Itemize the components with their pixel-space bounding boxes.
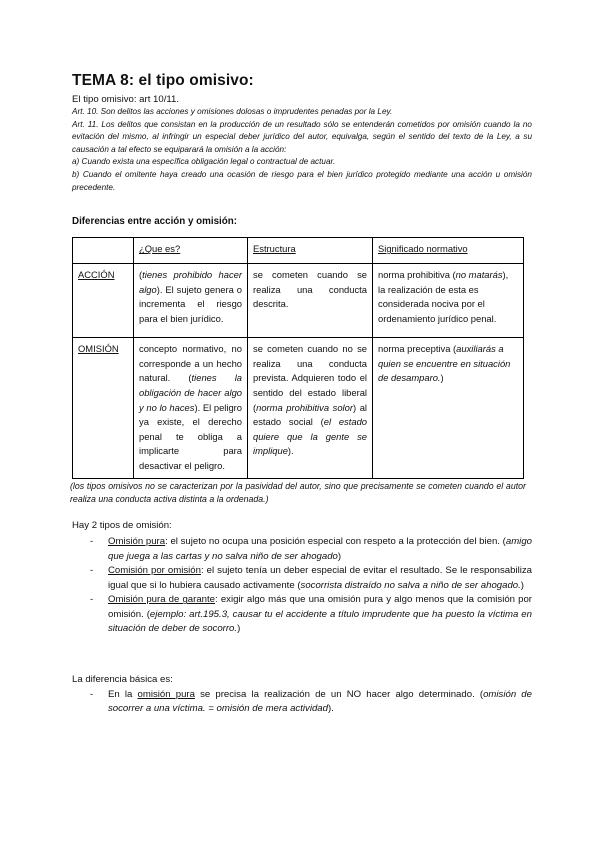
list-item: - En la omisión pura se precisa la realización de un NO hacer algo determinado. (omisión de socorrer a una víctima. = omisión de mera actividad).: [90, 688, 532, 715]
list-item: - Comisión por omisión: el sujeto tenía un deber especial de evitar el resultado. Se le responsabiliza igual que si lo hubiera causado activamente (socorrista distraído no salva a niño de ser ahogado.): [90, 565, 533, 591]
header-cell: Significado normativo: [373, 238, 524, 264]
omission-types-list: [72, 535, 532, 637]
table-cell: (tienes prohibido hacer algo). El sujeto genera o incrementa el riesgo para el bien jurídico.: [134, 264, 248, 338]
table-row-accion: [73, 264, 524, 338]
types-intro: Hay 2 tipos de omisión:: [72, 520, 172, 532]
table-cell: concepto normativo, no corresponde a un hecho natural. (tienes la obligación de hacer algo y no lo haces). El peligro ya existe, el derecho penal te obliga a implicarte para desactivar el peligro.: [134, 338, 248, 478]
table-row-omision: [73, 338, 524, 478]
row-label: OMISIÓN: [73, 338, 134, 478]
article-11-a: a) Cuando exista una específica obligación legal o contractual de actuar.: [72, 157, 336, 167]
table-cell: norma preceptiva (auxiliarás a quien se encuentre en situación de desamparo.): [373, 338, 524, 478]
difference-intro: La diferencia básica es:: [72, 673, 173, 685]
table-cell: se cometen cuando no se realiza una conducta prevista. Adquieren todo el sentido del estado liberal (norma prohibitiva solor) al estado social (el estado quiere que la gente se implique).: [248, 338, 373, 478]
article-11: Art. 11. Los delitos que consistan en la producción de un resultado sólo se entenderán cometidos por omisión cuando la no evitación del mismo, al infringir un especial deber jurídico del autor, equivalga, según el sentido del texto de la Ley, a su causación a tal efecto se equiparará la omisión a la acción:: [72, 119, 532, 154]
header-cell: Estructura: [248, 238, 373, 264]
table-note: (los tipos omisivos no se caracterizan por la pasividad del autor, sino que precisamente se cometen cuando el autor realiza una conducta activa distinta a la ordenada.): [70, 480, 526, 504]
table-cell: se cometen cuando se realiza una conducta descrita.: [248, 264, 373, 338]
list-item: - Omisión pura: el sujeto no ocupa una posición especial con respeto a la protección del bien. (amigo que juega a las cartas y no salva niño de ser ahogado): [90, 536, 532, 562]
document-page: [72, 72, 532, 717]
section-title: Diferencias entre acción y omisión:: [72, 216, 237, 228]
intro-line: El tipo omisivo: art 10/11.: [72, 94, 180, 105]
table-cell: norma prohibitiva (no matarás), la realización de esta es considerada nociva por el ordenamiento jurídico penal.: [373, 264, 524, 338]
list-item: - Omisión pura de garante: exigir algo más que una omisión pura y algo menos que la comisión por omisión. (ejemplo: art.195.3, causar tu el accidente a título imprudente que ha puesto la víctima en situación de deber de socorro.): [90, 594, 532, 635]
row-label: ACCIÓN: [73, 264, 134, 338]
header-empty-cell: [73, 238, 134, 264]
article-10: Art. 10. Son delitos las acciones y omisiones dolosas o imprudentes penadas por la Ley.: [72, 107, 393, 116]
difference-list: [72, 688, 532, 717]
article-11-b: b) Cuando el omitente haya creado una ocasión de riesgo para el bien jurídico protegido mediante una acción u omisión precedente.: [72, 169, 532, 192]
comparison-table: [72, 237, 524, 478]
header-cell: ¿Que es?: [134, 238, 248, 264]
page-title: TEMA 8: el tipo omisivo:: [72, 72, 254, 89]
table-header-row: [73, 238, 524, 264]
